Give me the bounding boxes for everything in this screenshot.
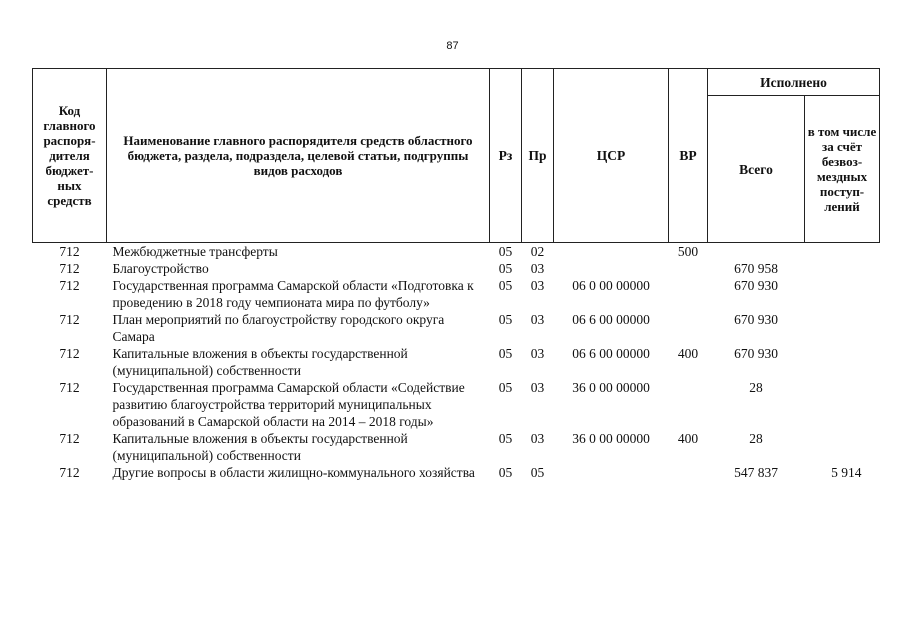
table-row xyxy=(33,311,880,345)
cell-rz: 05 xyxy=(498,278,513,293)
cell-code: 712 xyxy=(59,380,80,395)
header-total: Всего xyxy=(708,96,805,243)
cell-csr xyxy=(554,464,669,481)
cell-name: Государственная программа Самарской области «Содействие развитию благоустройства территорий муниципальных образований в Самарской области на 2014 – 2018 годы» xyxy=(112,380,465,429)
header-rz: Рз xyxy=(490,69,522,243)
table-header xyxy=(33,69,880,243)
cell-vr xyxy=(669,379,708,430)
cell-csr: 06 0 00 00000 xyxy=(572,278,650,293)
header-vr: ВР xyxy=(669,69,708,243)
cell-pr: 03 xyxy=(530,261,545,276)
cell-name: Благоустройство xyxy=(112,261,209,276)
table-row xyxy=(33,243,880,261)
header-csr: ЦСР xyxy=(554,69,669,243)
cell-pr: 05 xyxy=(530,465,545,480)
cell-csr xyxy=(554,243,669,261)
cell-pr: 03 xyxy=(530,346,545,361)
header-free: в том числе за счёт безвоз-мездных поступ-лений xyxy=(805,96,880,243)
cell-name: Межбюджетные трансферты xyxy=(112,244,278,259)
cell-vr: 500 xyxy=(677,244,699,259)
cell-code: 712 xyxy=(59,261,80,276)
table-row xyxy=(33,430,880,464)
cell-free xyxy=(805,345,880,379)
cell-total: 670 930 xyxy=(734,312,778,327)
table-row xyxy=(33,260,880,277)
cell-total: 28 xyxy=(749,431,763,446)
cell-pr: 03 xyxy=(530,431,545,446)
header-name: Наименование главного распорядителя средств областного бюджета, раздела, подраздела, целевой статьи, подгруппы видов расходов xyxy=(107,69,490,243)
cell-total: 28 xyxy=(749,380,763,395)
cell-code: 712 xyxy=(59,278,80,293)
cell-rz: 05 xyxy=(498,346,513,361)
header-executed: Исполнено xyxy=(708,69,880,96)
budget-table xyxy=(32,68,880,481)
cell-name: План мероприятий по благоустройству городского округа Самара xyxy=(112,312,445,344)
cell-csr: 36 0 00 00000 xyxy=(572,431,650,446)
cell-pr: 03 xyxy=(530,380,545,395)
cell-csr xyxy=(554,260,669,277)
cell-total: 670 930 xyxy=(734,278,778,293)
table-row xyxy=(33,379,880,430)
cell-csr: 06 6 00 00000 xyxy=(572,312,650,327)
cell-free xyxy=(805,277,880,311)
cell-total: 670 930 xyxy=(734,346,778,361)
cell-name: Государственная программа Самарской области «Подготовка к проведению в 2018 году чемпионата мира по футболу» xyxy=(112,278,474,310)
cell-vr xyxy=(669,464,708,481)
table-row xyxy=(33,277,880,311)
cell-vr xyxy=(669,277,708,311)
cell-code: 712 xyxy=(59,465,80,480)
cell-free: 5 914 xyxy=(831,465,862,480)
cell-free xyxy=(805,311,880,345)
cell-name: Капитальные вложения в объекты государственной (муниципальной) собственности xyxy=(112,346,408,378)
cell-free xyxy=(805,430,880,464)
table-row xyxy=(33,464,880,481)
cell-code: 712 xyxy=(59,431,80,446)
cell-free xyxy=(805,243,880,261)
cell-name: Другие вопросы в области жилищно-коммунального хозяйства xyxy=(112,465,475,480)
cell-vr: 400 xyxy=(677,346,699,361)
cell-rz: 05 xyxy=(498,312,513,327)
page-number: 87 xyxy=(446,40,459,52)
cell-total xyxy=(708,243,805,261)
cell-vr: 400 xyxy=(677,431,699,446)
cell-rz: 05 xyxy=(498,244,513,259)
cell-free xyxy=(805,379,880,430)
cell-pr: 02 xyxy=(530,244,545,259)
cell-rz: 05 xyxy=(498,465,513,480)
cell-total: 670 958 xyxy=(734,261,778,276)
cell-name: Капитальные вложения в объекты государственной (муниципальной) собственности xyxy=(112,431,408,463)
cell-rz: 05 xyxy=(498,261,513,276)
cell-csr: 36 0 00 00000 xyxy=(572,380,650,395)
cell-code: 712 xyxy=(59,346,80,361)
cell-code: 712 xyxy=(59,244,80,259)
cell-code: 712 xyxy=(59,312,80,327)
cell-rz: 05 xyxy=(498,431,513,446)
header-code: Код главного распоря-дителя бюджет-ных средств xyxy=(33,69,107,243)
cell-free xyxy=(805,260,880,277)
cell-csr: 06 6 00 00000 xyxy=(572,346,650,361)
cell-vr xyxy=(669,260,708,277)
header-pr: Пр xyxy=(522,69,554,243)
cell-rz: 05 xyxy=(498,380,513,395)
cell-vr xyxy=(669,311,708,345)
table-row xyxy=(33,345,880,379)
cell-total: 547 837 xyxy=(734,465,778,480)
cell-pr: 03 xyxy=(530,278,545,293)
cell-pr: 03 xyxy=(530,312,545,327)
